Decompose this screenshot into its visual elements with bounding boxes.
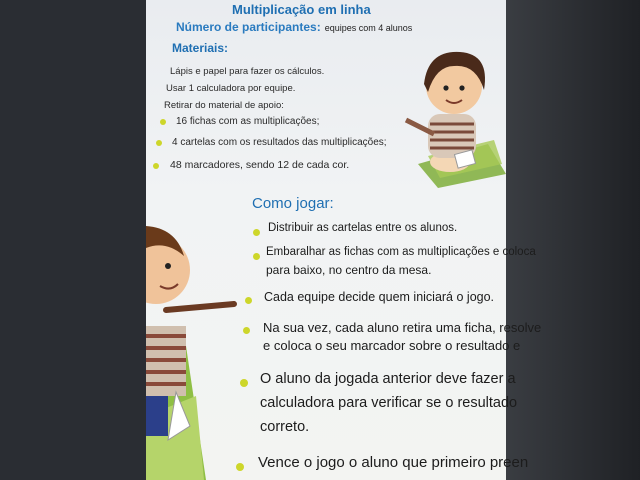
- bullet-icon: [243, 327, 250, 334]
- step-text: Vence o jogo o aluno que primeiro preen: [258, 454, 529, 471]
- step-text: e coloca o seu marcador sobre o resultado e: [263, 338, 521, 353]
- materials-line: Retirar do material de apoio:: [164, 100, 284, 111]
- materials-item: 4 cartelas com os resultados das multiplicações;: [172, 137, 387, 148]
- step-text: correto.: [260, 419, 310, 435]
- bullet-icon: [153, 163, 159, 169]
- girl-illustration: [146, 226, 238, 480]
- participants-value: equipes com 4 alunos: [324, 23, 413, 33]
- materials-heading: Materiais:: [172, 41, 229, 55]
- step-text: Distribuir as cartelas entre os alunos.: [268, 222, 458, 234]
- participants-line: [176, 20, 412, 34]
- boy-illustration: [398, 44, 506, 188]
- step-text: calculadora para verificar se o resultado: [260, 395, 518, 411]
- bullet-icon: [156, 140, 162, 146]
- materials-item: 48 marcadores, sendo 12 de cada cor.: [170, 159, 350, 171]
- bullet-icon: [253, 253, 260, 260]
- step-text: Na sua vez, cada aluno retira uma ficha, resolve: [263, 320, 542, 335]
- page-title: Multiplicação em linha: [232, 2, 371, 17]
- bullet-icon: [253, 229, 260, 236]
- bullet-icon: [240, 379, 248, 387]
- step-text: para baixo, no centro da mesa.: [266, 263, 432, 277]
- bullet-icon: [160, 119, 166, 125]
- background-dark: [506, 0, 640, 480]
- bullet-icon: [236, 463, 244, 471]
- how-to-play-heading: Como jogar:: [252, 195, 334, 212]
- bullet-icon: [245, 297, 252, 304]
- materials-item: 16 fichas com as multiplicações;: [176, 116, 320, 127]
- participants-label: Número de participantes:: [176, 20, 321, 34]
- step-text: Embaralhar as fichas com as multiplicações e coloca: [266, 246, 536, 258]
- materials-line: Usar 1 calculadora por equipe.: [166, 83, 296, 94]
- step-text: O aluno da jogada anterior deve fazer a: [260, 371, 516, 387]
- materials-line: Lápis e papel para fazer os cálculos.: [170, 66, 325, 77]
- step-text: Cada equipe decide quem iniciará o jogo.: [264, 290, 495, 304]
